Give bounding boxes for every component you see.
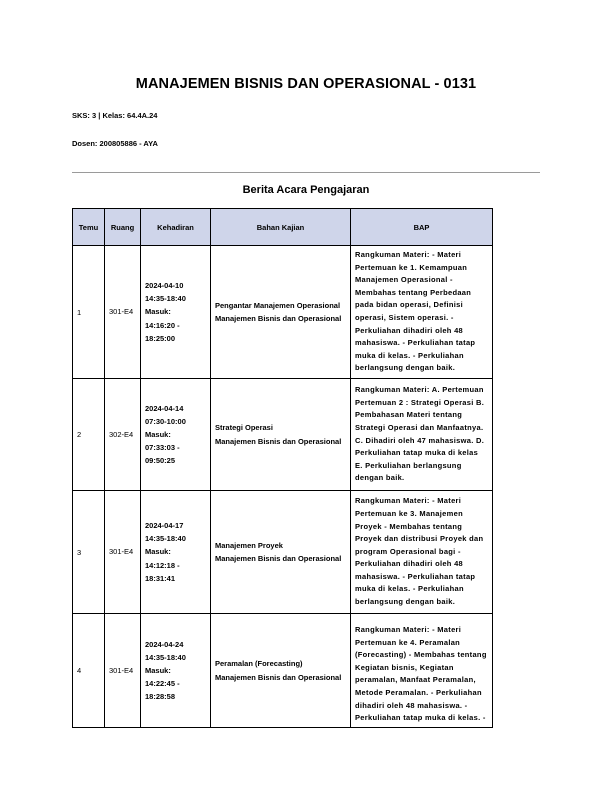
attendance-label: Masuk: bbox=[145, 547, 171, 557]
table-row bbox=[73, 379, 493, 491]
cell-bap: Rangkuman Materi: - Materi Pertemuan ke 4. Peramalan (Forecasting) - Membahas tentang Kegiatan bisnis, Kegiatan peramalan, Manfaat Peramalan, Metode Peramalan. - Perkuliahan dihadiri oleh 48 mahasiswa. - Perkuliahan tatap muka di kelas. - bbox=[351, 614, 493, 728]
attendance-date: 2024-04-10 bbox=[145, 281, 184, 291]
cell-temu: 1 bbox=[73, 246, 105, 379]
attendance-out: 09:50:25 bbox=[145, 456, 176, 466]
cell-temu: 4 bbox=[73, 614, 105, 728]
topic: Pengantar Manajemen Operasional bbox=[215, 300, 341, 310]
cell-bahan-kajian bbox=[211, 379, 351, 491]
attendance-date: 2024-04-24 bbox=[145, 639, 184, 649]
table-header-row bbox=[73, 209, 493, 246]
attendance-out: 18:25:00 bbox=[145, 333, 176, 343]
attendance-date: 2024-04-17 bbox=[145, 521, 184, 531]
cell-temu: 3 bbox=[73, 491, 105, 614]
attendance-in: 14:12:18 - bbox=[145, 560, 180, 570]
course-name: Manajemen Bisnis dan Operasional bbox=[215, 436, 342, 446]
attendance-schedule: 14:35-18:40 bbox=[145, 534, 186, 544]
attendance-in: 14:16:20 - bbox=[145, 320, 180, 330]
cell-bahan-kajian bbox=[211, 614, 351, 728]
table-row bbox=[73, 491, 493, 614]
table-row bbox=[73, 614, 493, 728]
divider bbox=[72, 172, 540, 173]
lecturer-info: Dosen: 200805886 - AYA bbox=[72, 139, 158, 148]
course-info: SKS: 3 | Kelas: 64.4A.24 bbox=[72, 111, 158, 120]
table-row bbox=[73, 246, 493, 379]
cell-kehadiran bbox=[141, 379, 211, 491]
header-bap: BAP bbox=[351, 209, 493, 246]
attendance-out: 18:28:58 bbox=[145, 692, 176, 702]
cell-bahan-kajian bbox=[211, 491, 351, 614]
cell-bap: Rangkuman Materi: A. Pertemuan Pertemuan 2 : Strategi Operasi B. Pembahasan Materi tentang Strategi Operasi dan Manfaatnya. C. Dihadiri oleh 47 mahasiswa. D. Perkuliahan tatap muka di kelas E. Perkuliahan berlangsung dengan baik. bbox=[351, 379, 493, 491]
cell-ruang: 301-E4 bbox=[105, 491, 141, 614]
section-title: Berita Acara Pengajaran bbox=[242, 184, 370, 196]
attendance-schedule: 07:30-10:00 bbox=[145, 416, 186, 426]
attendance-label: Masuk: bbox=[145, 307, 171, 317]
cell-temu: 2 bbox=[73, 379, 105, 491]
header-temu: Temu bbox=[73, 209, 105, 246]
header-bahan-kajian: Bahan Kajian bbox=[211, 209, 351, 246]
cell-ruang: 301-E4 bbox=[105, 614, 141, 728]
header-ruang: Ruang bbox=[105, 209, 141, 246]
page-title: MANAJEMEN BISNIS DAN OPERASIONAL - 0131 bbox=[135, 76, 477, 92]
cell-kehadiran bbox=[141, 246, 211, 379]
cell-ruang: 301-E4 bbox=[105, 246, 141, 379]
cell-bahan-kajian bbox=[211, 246, 351, 379]
cell-bap: Rangkuman Materi: - Materi Pertemuan ke 1. Kemampuan Manajemen Operasional - Membahas tentang Perbedaan pada bidan operasi, Definisi operasi, Sistem operasi. - Perkuliahan dihadiri oleh 48 mahasiswa. - Perkuliahan tatap muka di kelas. - Perkuliahan berlangsung dengan baik. bbox=[351, 246, 493, 379]
attendance-out: 18:31:41 bbox=[145, 573, 176, 583]
attendance-in: 14:22:45 - bbox=[145, 679, 180, 689]
cell-kehadiran bbox=[141, 491, 211, 614]
attendance-label: Masuk: bbox=[145, 429, 171, 439]
course-name: Manajemen Bisnis dan Operasional bbox=[215, 672, 342, 682]
attendance-label: Masuk: bbox=[145, 665, 171, 675]
header-kehadiran: Kehadiran bbox=[141, 209, 211, 246]
topic: Strategi Operasi bbox=[215, 423, 273, 433]
attendance-in: 07:33:03 - bbox=[145, 443, 180, 453]
cell-bap: Rangkuman Materi: - Materi Pertemuan ke 3. Manajemen Proyek - Membahas tentang Proyek dan distribusi Proyek dan program Operasional bagi - Perkuliahan dihadiri oleh 48 mahasiswa. - Perkuliahan tatap muka di kelas. - Perkuliahan berlangsung dengan baik. bbox=[351, 491, 493, 614]
topic: Peramalan (Forecasting) bbox=[215, 659, 303, 669]
cell-kehadiran bbox=[141, 614, 211, 728]
course-name: Manajemen Bisnis dan Operasional bbox=[215, 554, 342, 563]
attendance-schedule: 14:35-18:40 bbox=[145, 294, 186, 304]
cell-ruang: 302-E4 bbox=[105, 379, 141, 491]
course-name: Manajemen Bisnis dan Operasional bbox=[215, 314, 342, 323]
attendance-schedule: 14:35-18:40 bbox=[145, 652, 186, 662]
attendance-date: 2024-04-14 bbox=[145, 403, 184, 413]
topic: Manajemen Proyek bbox=[215, 540, 283, 550]
bap-table bbox=[72, 208, 493, 728]
